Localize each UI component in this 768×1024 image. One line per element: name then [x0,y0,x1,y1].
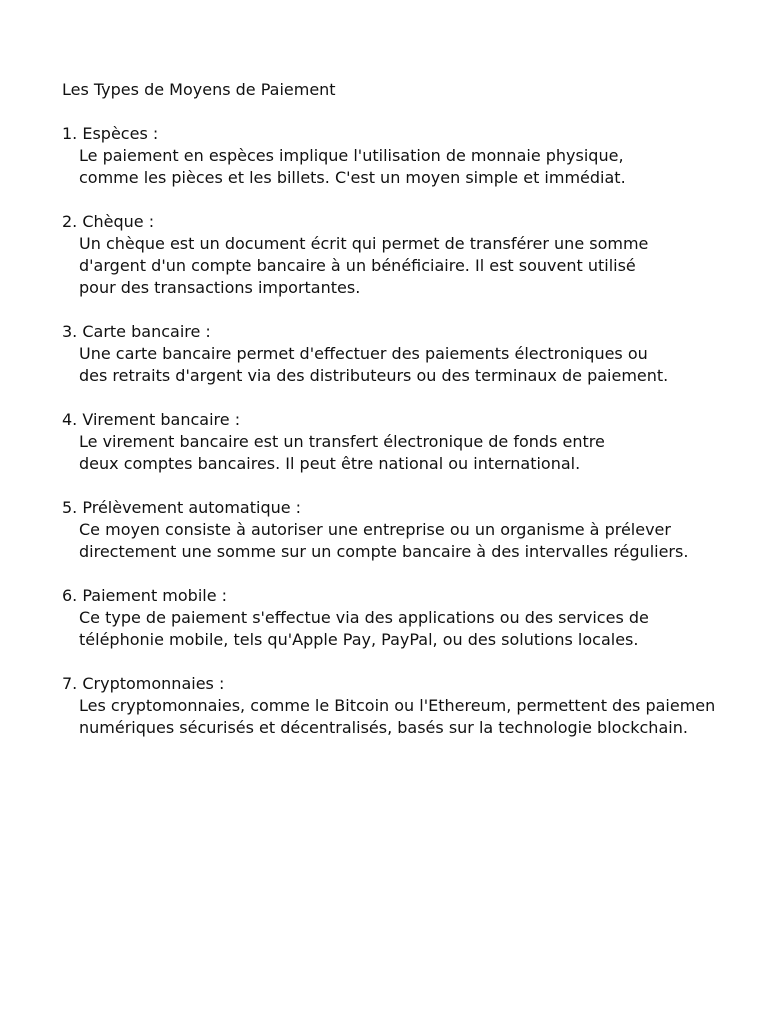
section-text-line: Les cryptomonnaies, comme le Bitcoin ou l'Ethereum, permettent des paiemen [79,696,716,715]
section-prelevement-automatique [62,497,768,563]
section-heading: 1. Espèces : [62,124,159,143]
section-heading: 3. Carte bancaire : [62,322,211,341]
section-heading: 6. Paiement mobile : [62,586,228,605]
section-heading: 7. Cryptomonnaies : [62,674,225,693]
section-cheque [62,211,768,299]
section-text-line: des retraits d'argent via des distributeurs ou des terminaux de paiement. [79,366,669,385]
section-cryptomonnaies [62,673,768,739]
section-virement-bancaire [62,409,768,475]
section-text-line: directement une somme sur un compte bancaire à des intervalles réguliers. [79,542,689,561]
section-text-line: Un chèque est un document écrit qui permet de transférer une somme [79,234,649,253]
section-heading: 2. Chèque : [62,212,155,231]
document-title: Les Types de Moyens de Paiement [62,80,336,99]
section-especes [62,123,768,189]
section-text-line: Ce type de paiement s'effectue via des applications ou des services de [79,608,649,627]
section-heading: 4. Virement bancaire : [62,410,241,429]
section-text-line: d'argent d'un compte bancaire à un bénéficiaire. Il est souvent utilisé [79,256,636,275]
section-text-line: Une carte bancaire permet d'effectuer des paiements électroniques ou [79,344,648,363]
document-body [62,79,768,761]
section-text-line: Le paiement en espèces implique l'utilisation de monnaie physique, [79,146,624,165]
section-text-line: comme les pièces et les billets. C'est un moyen simple et immédiat. [79,168,626,187]
section-text-line: téléphonie mobile, tels qu'Apple Pay, PayPal, ou des solutions locales. [79,630,639,649]
section-text-line: deux comptes bancaires. Il peut être national ou international. [79,454,581,473]
section-text-line: Le virement bancaire est un transfert électronique de fonds entre [79,432,605,451]
section-heading: 5. Prélèvement automatique : [62,498,302,517]
section-text-line: numériques sécurisés et décentralisés, basés sur la technologie blockchain. [79,718,688,737]
section-text-line: pour des transactions importantes. [79,278,361,297]
section-carte-bancaire [62,321,768,387]
section-text-line: Ce moyen consiste à autoriser une entreprise ou un organisme à prélever [79,520,671,539]
section-paiement-mobile [62,585,768,651]
